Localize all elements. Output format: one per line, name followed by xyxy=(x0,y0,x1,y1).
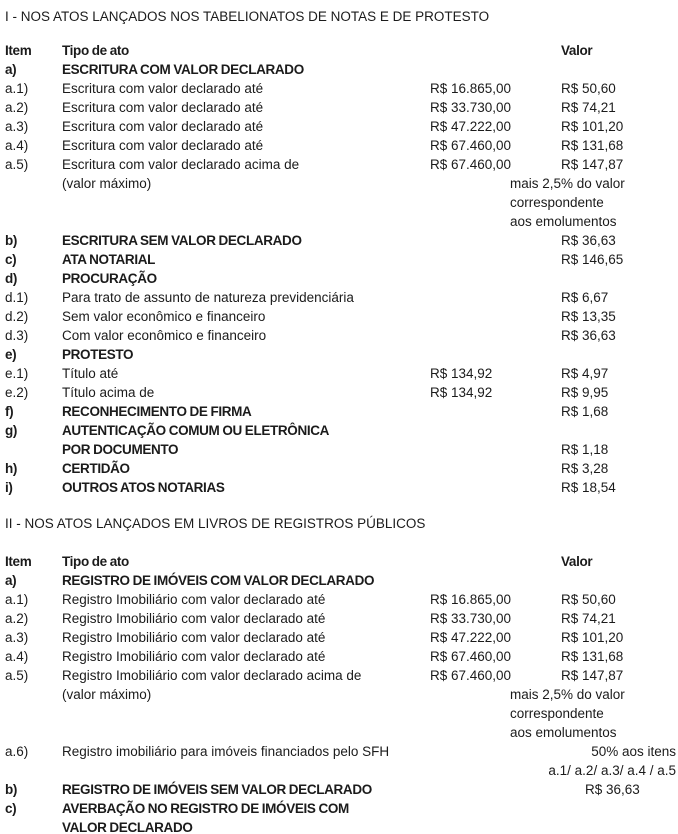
row-description: Escritura com valor declarado até xyxy=(62,138,264,153)
row-item-code: a.1) xyxy=(5,592,29,607)
row-fee-value: R$ 13,35 xyxy=(561,309,616,324)
table-row xyxy=(0,79,678,98)
table-row xyxy=(0,421,678,440)
row-fee-value: R$ 1,18 xyxy=(561,442,609,457)
row-fee-value: R$ 74,21 xyxy=(561,611,616,626)
row-description: Registro Imobiliário com valor declarado até xyxy=(62,592,326,607)
row-item-code: c) xyxy=(5,252,17,267)
table-row xyxy=(0,761,678,780)
row-fee-value: R$ 101,20 xyxy=(561,119,624,134)
row-fee-value: R$ 9,95 xyxy=(561,385,609,400)
row-description: Registro Imobiliário com valor declarado até xyxy=(62,630,326,645)
table-row xyxy=(0,326,678,345)
table-row xyxy=(0,723,678,742)
row-threshold-value: R$ 16.865,00 xyxy=(430,81,512,96)
table-row xyxy=(0,98,678,117)
table-row xyxy=(0,212,678,231)
row-fee-value: R$ 147,87 xyxy=(561,157,624,172)
row-description: Título acima de xyxy=(62,385,155,400)
row-fee-value: mais 2,5% do valor xyxy=(510,687,625,702)
row-item-code: a.3) xyxy=(5,119,29,134)
row-fee-value: R$ 36,63 xyxy=(561,233,616,248)
table-row xyxy=(0,666,678,685)
row-threshold-value: R$ 67.460,00 xyxy=(430,157,512,172)
table-row xyxy=(0,174,678,193)
section-title: I - NOS ATOS LANÇADOS NOS TABELIONATOS DE NOTAS E DE PROTESTO xyxy=(5,9,490,24)
row-item-code: a.1) xyxy=(5,81,29,96)
row-description: (valor máximo) xyxy=(62,687,152,702)
row-item-code: b) xyxy=(5,782,18,797)
row-fee-value: R$ 3,28 xyxy=(561,461,609,476)
table-rows xyxy=(0,571,678,834)
row-description: Com valor econômico e financeiro xyxy=(62,328,267,343)
table-row xyxy=(0,742,678,761)
row-fee-value: correspondente xyxy=(510,195,604,210)
row-fee-value: R$ 36,63 xyxy=(561,328,616,343)
row-item-code: b) xyxy=(5,233,18,248)
row-description: OUTROS ATOS NOTARIAS xyxy=(62,480,225,495)
row-description: PROCURAÇÃO xyxy=(62,271,157,286)
row-fee-value: 50% aos itens xyxy=(591,744,676,759)
table-row xyxy=(0,155,678,174)
row-item-code: g) xyxy=(5,423,18,438)
row-fee-value: R$ 101,20 xyxy=(561,630,624,645)
table-row xyxy=(0,628,678,647)
row-item-code: a.6) xyxy=(5,744,29,759)
fee-section xyxy=(0,7,678,497)
row-fee-value: R$ 146,65 xyxy=(561,252,624,267)
row-fee-value: R$ 4,97 xyxy=(561,366,609,381)
table-row xyxy=(0,250,678,269)
row-item-code: d.1) xyxy=(5,290,29,305)
sections-container xyxy=(0,7,678,834)
row-description: Registro Imobiliário com valor declarado acima de xyxy=(62,668,362,683)
row-item-code: i) xyxy=(5,480,13,495)
row-threshold-value: R$ 134,92 xyxy=(430,385,493,400)
row-description: Sem valor econômico e financeiro xyxy=(62,309,266,324)
row-fee-value: mais 2,5% do valor xyxy=(510,176,625,191)
row-item-code: a) xyxy=(5,573,17,588)
row-threshold-value: R$ 67.460,00 xyxy=(430,668,512,683)
row-fee-value: R$ 74,21 xyxy=(561,100,616,115)
row-item-code: a.4) xyxy=(5,138,29,153)
table-row xyxy=(0,60,678,79)
row-description: ATA NOTARIAL xyxy=(62,252,156,267)
row-item-code: a.3) xyxy=(5,630,29,645)
table-row xyxy=(0,799,678,818)
row-description: REGISTRO DE IMÓVEIS SEM VALOR DECLARADO xyxy=(62,782,372,797)
column-header-item: Item xyxy=(5,43,32,58)
table-row xyxy=(0,704,678,723)
row-item-code: a.5) xyxy=(5,157,29,172)
row-threshold-value: R$ 134,92 xyxy=(430,366,493,381)
row-fee-value: R$ 131,68 xyxy=(561,138,624,153)
row-threshold-value: R$ 67.460,00 xyxy=(430,138,512,153)
row-description: AVERBAÇÃO NO REGISTRO DE IMÓVEIS COM xyxy=(62,801,349,816)
table-row xyxy=(0,402,678,421)
row-description: Escritura com valor declarado até xyxy=(62,119,264,134)
table-row xyxy=(0,440,678,459)
row-item-code: c) xyxy=(5,801,17,816)
table-header xyxy=(0,41,678,60)
table-row xyxy=(0,571,678,590)
row-item-code: f) xyxy=(5,404,14,419)
row-description: RECONHECIMENTO DE FIRMA xyxy=(62,404,252,419)
table-row xyxy=(0,818,678,834)
row-threshold-value: R$ 33.730,00 xyxy=(430,611,512,626)
row-description: VALOR DECLARADO xyxy=(62,820,193,834)
column-header-tipo: Tipo de ato xyxy=(62,554,129,569)
table-row xyxy=(0,117,678,136)
row-item-code: a.4) xyxy=(5,649,29,664)
row-item-code: a.2) xyxy=(5,611,29,626)
row-description: Escritura com valor declarado até xyxy=(62,81,264,96)
table-row xyxy=(0,307,678,326)
table-row xyxy=(0,193,678,212)
row-description: REGISTRO DE IMÓVEIS COM VALOR DECLARADO xyxy=(62,573,375,588)
table-row xyxy=(0,136,678,155)
table-row xyxy=(0,780,678,799)
row-fee-value: R$ 147,87 xyxy=(561,668,624,683)
row-item-code: e.1) xyxy=(5,366,29,381)
row-item-code: h) xyxy=(5,461,18,476)
column-header-item: Item xyxy=(5,554,32,569)
table-row xyxy=(0,269,678,288)
row-fee-value: R$ 18,54 xyxy=(561,480,616,495)
table-row xyxy=(0,383,678,402)
table-row xyxy=(0,609,678,628)
table-row xyxy=(0,590,678,609)
table-row xyxy=(0,647,678,666)
row-threshold-value: R$ 47.222,00 xyxy=(430,630,512,645)
row-item-code: d.2) xyxy=(5,309,29,324)
column-header-valor: Valor xyxy=(561,43,593,58)
row-fee-value: R$ 50,60 xyxy=(561,81,616,96)
row-fee-value: a.1/ a.2/ a.3/ a.4 / a.5 xyxy=(548,763,676,778)
row-fee-value: R$ 1,68 xyxy=(561,404,609,419)
row-description: ESCRITURA COM VALOR DECLARADO xyxy=(62,62,304,77)
row-item-code: d) xyxy=(5,271,18,286)
row-item-code: e) xyxy=(5,347,17,362)
row-fee-value: R$ 131,68 xyxy=(561,649,624,664)
row-description: (valor máximo) xyxy=(62,176,152,191)
row-fee-value: aos emolumentos xyxy=(510,214,617,229)
row-description: Registro imobiliário para imóveis financiados pelo SFH xyxy=(62,744,390,759)
table-row xyxy=(0,231,678,250)
row-item-code: a) xyxy=(5,62,17,77)
table-row xyxy=(0,364,678,383)
row-description: AUTENTICAÇÃO COMUM OU ELETRÔNICA xyxy=(62,423,330,438)
row-fee-value: aos emolumentos xyxy=(510,725,617,740)
row-threshold-value: R$ 16.865,00 xyxy=(430,592,512,607)
section-title: II - NOS ATOS LANÇADOS EM LIVROS DE REGISTROS PÚBLICOS xyxy=(5,516,426,531)
table-row xyxy=(0,685,678,704)
table-header xyxy=(0,552,678,571)
table-row xyxy=(0,288,678,307)
row-threshold-value: R$ 67.460,00 xyxy=(430,649,512,664)
row-threshold-value: R$ 47.222,00 xyxy=(430,119,512,134)
row-fee-value: R$ 50,60 xyxy=(561,592,616,607)
row-fee-value: R$ 6,67 xyxy=(561,290,609,305)
row-item-code: a.5) xyxy=(5,668,29,683)
table-rows xyxy=(0,60,678,497)
row-item-code: d.3) xyxy=(5,328,29,343)
row-description: PROTESTO xyxy=(62,347,134,362)
row-description: Registro Imobiliário com valor declarado até xyxy=(62,649,326,664)
row-threshold-value: R$ 33.730,00 xyxy=(430,100,512,115)
row-description: POR DOCUMENTO xyxy=(62,442,179,457)
column-header-tipo: Tipo de ato xyxy=(62,43,129,58)
row-description: Escritura com valor declarado acima de xyxy=(62,157,300,172)
row-description: ESCRITURA SEM VALOR DECLARADO xyxy=(62,233,302,248)
column-header-valor: Valor xyxy=(561,554,593,569)
table-row xyxy=(0,459,678,478)
row-description: CERTIDÃO xyxy=(62,461,130,476)
row-description: Título até xyxy=(62,366,119,381)
table-row xyxy=(0,345,678,364)
row-item-code: a.2) xyxy=(5,100,29,115)
fee-section xyxy=(0,514,678,834)
row-description: Registro Imobiliário com valor declarado até xyxy=(62,611,326,626)
row-description: Para trato de assunto de natureza previdenciária xyxy=(62,290,354,305)
row-fee-value: correspondente xyxy=(510,706,604,721)
row-item-code: e.2) xyxy=(5,385,29,400)
row-fee-value: R$ 36,63 xyxy=(585,782,640,797)
table-row xyxy=(0,478,678,497)
row-description: Escritura com valor declarado até xyxy=(62,100,264,115)
